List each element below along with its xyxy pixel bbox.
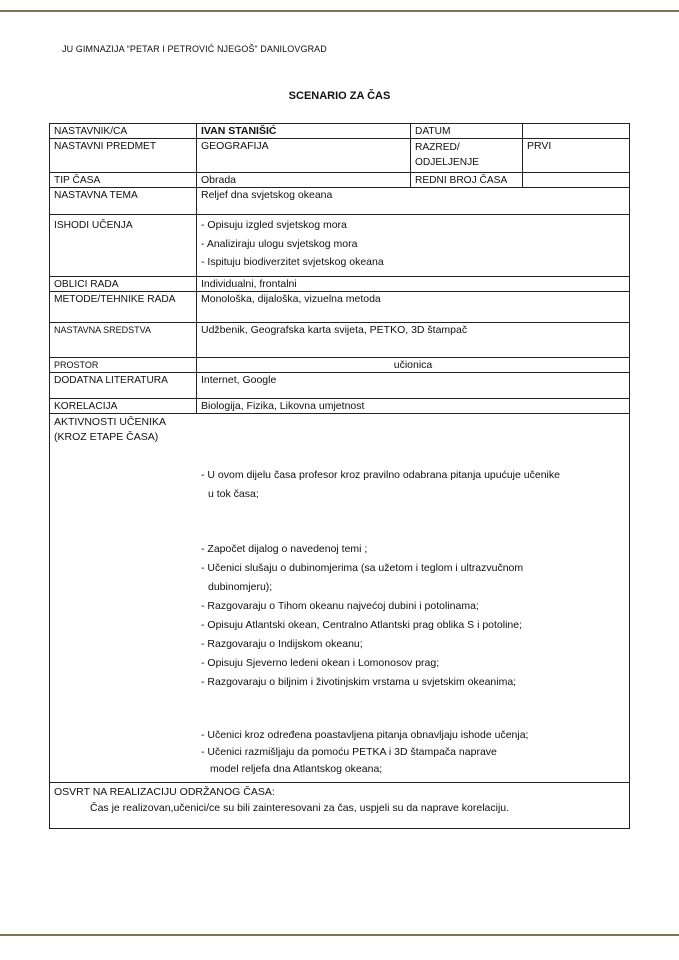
outcome-item: - Opisuju izgled svjetskog mora [201,219,347,231]
lesson-number-label: REDNI BROJ ČASA [411,173,523,188]
subject-value: GEOGRAFIJA [197,139,411,173]
activity-item: - Opisuju Sjeverno ledeni okean i Lomonosov prag; [201,657,440,669]
activity-item: - Razgovaraju o biljnim i životinjskim vrstama u svjetskim okeanima; [201,676,517,688]
review-text: Čas je realizovan,učenici/ce su bili zainteresovani za čas, uspjeli su da naprave korelaciju. [90,802,510,814]
activity-item: - Opisuju Atlantski okean, Centralno Atlantski prag oblika S i potoline; [201,619,523,631]
activity-item: - Razgovaraju o Indijskom okeanu; [201,638,363,650]
date-label: DATUM [411,124,523,139]
activity-intro-line-1: - U ovom dijelu časa profesor kroz pravilno odabrana pitanja upućuje učenike [201,469,560,481]
class-value: PRVI [523,139,630,173]
row-forms [50,277,630,292]
date-value[interactable] [523,124,630,139]
row-topic [50,188,630,215]
review-label: OSVRT NA REALIZACIJU ODRŽANOG ČASA: [54,786,275,798]
activity-item: - Započet dijalog o navedenoj temi ; [201,543,368,555]
forms-label: OBLICI RADA [50,277,197,292]
literature-label: DODATNA LITERATURA [50,373,197,399]
space-value: učionica [197,358,630,373]
tools-label: NASTAVNA SREDSTVA [50,323,197,358]
activity-end-item: - Učenici kroz određena poastavljena pitanja obnavljaju ishode učenja; [201,729,529,741]
review-cell [50,783,630,829]
activities-label-line-2: (KROZ ETAPE ČASA) [54,431,159,443]
top-rule [0,10,679,12]
school-name: JU GIMNAZIJA “PETAR I PETROVIĆ NJEGOŠ” DANILOVGRAD [62,44,327,54]
row-lesson-type [50,173,630,188]
row-tools [50,323,630,358]
activities-label [54,415,166,445]
class-label-line-2: ODJELJENJE [415,157,479,168]
row-literature [50,373,630,399]
literature-value: Internet, Google [197,373,630,399]
row-correlation [50,399,630,414]
activities-cell [50,414,630,783]
row-review [50,783,630,829]
row-activities [50,414,630,783]
correlation-value: Biologija, Fizika, Likovna umjetnost [197,399,630,414]
teacher-label: NASTAVNIK/CA [50,124,197,139]
lesson-plan-table [49,123,630,829]
activity-item: - Razgovaraju o Tihom okeanu najvećoj dubini i potolinama; [201,600,479,612]
bottom-rule [0,934,679,936]
teacher-value: IVAN STANIŠIĆ [197,124,411,139]
activity-end-item: - Učenici razmišljaju da pomoću PETKA i 3D štampača naprave [201,746,497,758]
activity-item: - Učenici slušaju o dubinomjerima (sa užetom i teglom i ultrazvučnom [201,562,524,574]
correlation-label: KORELACIJA [50,399,197,414]
activity-end-item: model reljefa dna Atlantskog okeana; [210,763,383,775]
row-subject [50,139,630,173]
class-label [411,139,523,173]
row-space [50,358,630,373]
activities-label-line-1: AKTIVNOSTI UČENIKA [54,416,167,428]
outcome-item: - Analiziraju ulogu svjetskog mora [201,237,358,250]
outcomes-list [197,215,630,277]
forms-value: Individualni, frontalni [197,277,630,292]
lesson-type-value: Obrada [197,173,411,188]
page-title: SCENARIO ZA ČAS [288,90,391,102]
subject-label: NASTAVNI PREDMET [50,139,197,173]
row-teacher [50,124,630,139]
activity-intro-line-2: u tok časa; [208,488,259,500]
row-outcomes [50,215,630,277]
class-label-line-1: RAZRED/ [415,142,460,153]
lesson-type-label: TIP ČASA [50,173,197,188]
row-methods [50,292,630,323]
methods-label: METODE/TEHNIKE RADA [50,292,197,323]
space-label: PROSTOR [50,358,197,373]
lesson-number-value[interactable] [523,173,630,188]
outcomes-label: ISHODI UČENJA [50,215,197,277]
tools-value: Udžbenik, Geografska karta svijeta, PETKO, 3D štampač [197,323,630,358]
activity-item: dubinomjeru); [208,581,273,593]
methods-value: Monološka, dijaloška, vizuelna metoda [197,292,630,323]
outcome-item: - Ispituju biodiverzitet svjetskog okeana [201,256,384,268]
activities-content [201,466,626,778]
topic-value: Reljef dna svjetskog okeana [197,188,630,215]
topic-label: NASTAVNA TEMA [50,188,197,215]
